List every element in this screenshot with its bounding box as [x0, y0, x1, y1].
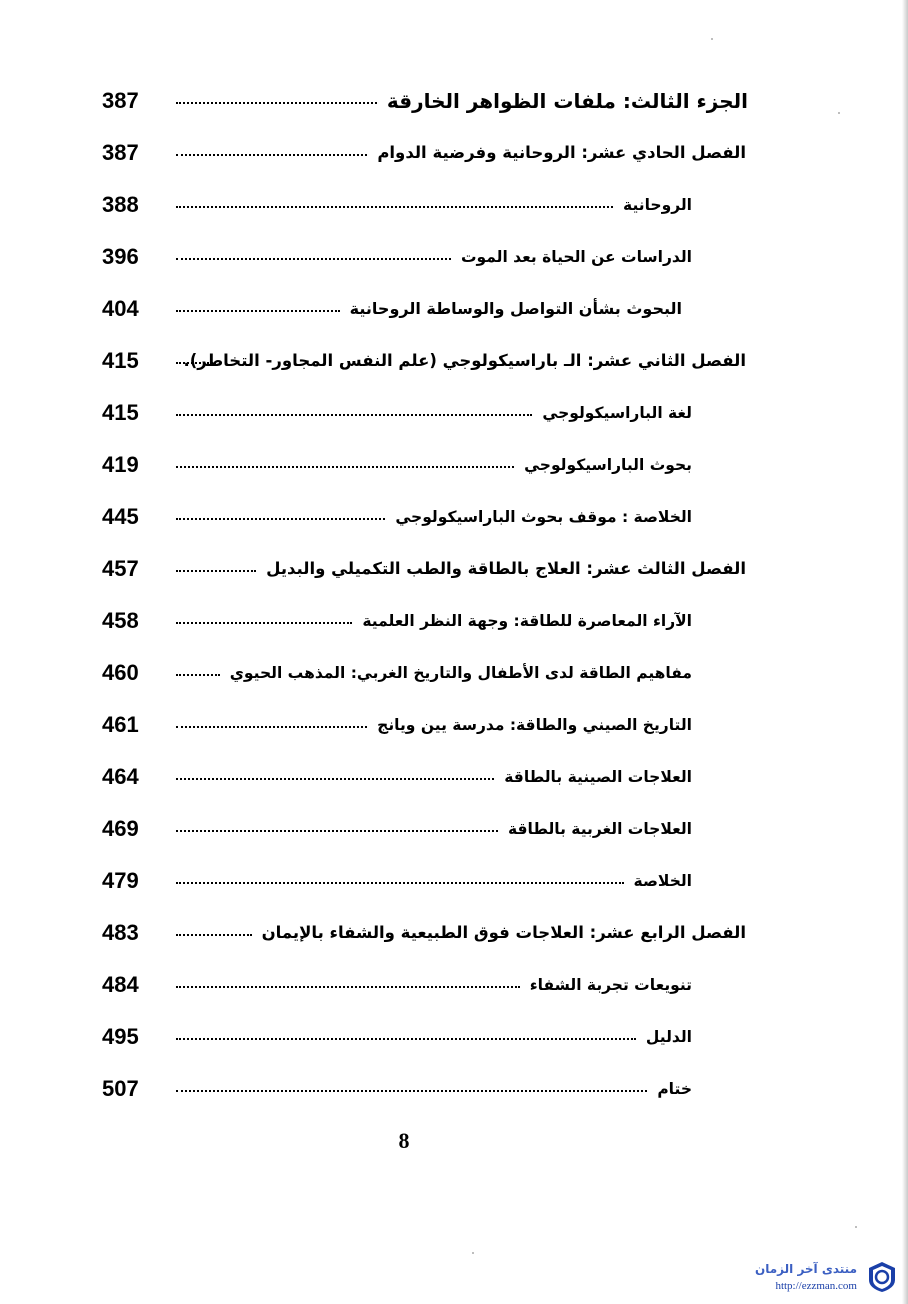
toc-dot-leader: [176, 1038, 636, 1040]
toc-title: الخلاصة : موقف بحوث الباراسيكولوجي: [395, 508, 692, 526]
toc-page-number: 483: [102, 920, 139, 945]
toc-title: الفصل الثالث عشر: العلاج بالطاقة والطب التكميلي والبديل: [266, 559, 746, 578]
toc-dot-leader: [176, 310, 340, 312]
toc-title: الروحانية: [623, 196, 692, 214]
toc-page-number: 460: [102, 660, 139, 685]
toc-entry: [90, 554, 750, 588]
toc-page-number: 415: [102, 400, 139, 425]
toc-entry: [90, 606, 750, 640]
toc-page-number: 388: [102, 192, 139, 217]
toc-title: الفصل الثاني عشر: الـ باراسيكولوجي (علم النفس المجاور- التخاطر).: [183, 351, 746, 370]
toc-title: الجزء الثالث: ملفات الظواهر الخارقة: [386, 89, 748, 113]
toc-title: تنويعات تجربة الشفاء: [529, 976, 692, 994]
toc-dot-leader: [176, 466, 514, 468]
toc-page-number: 484: [102, 972, 139, 997]
scan-speck: [472, 1252, 474, 1254]
toc-title: الدراسات عن الحياة بعد الموت: [460, 248, 692, 266]
toc-page-number: 464: [102, 764, 139, 789]
toc-title: لغة الباراسيكولوجي: [542, 404, 692, 422]
toc-dot-leader: [176, 414, 532, 416]
toc-page-number: 387: [102, 140, 139, 165]
toc-title: البحوث بشأن التواصل والوساطة الروحانية: [349, 299, 682, 318]
toc-page-number: 415: [102, 348, 139, 373]
toc-dot-leader: [176, 934, 252, 936]
shield-logo-icon: [865, 1260, 899, 1294]
toc-dot-leader: [176, 830, 498, 832]
toc-dot-leader: [176, 258, 451, 260]
toc-entry: [90, 658, 750, 692]
toc-entry: [90, 762, 750, 796]
toc-entry: [90, 398, 750, 432]
toc-dot-leader: [176, 882, 624, 884]
toc-title: الخلاصة: [633, 872, 692, 890]
toc-entry: [90, 970, 750, 1004]
toc-dot-leader: [176, 206, 613, 208]
toc-dot-leader: [176, 726, 367, 728]
toc-entry: [90, 346, 750, 380]
toc-dot-leader: [176, 154, 367, 156]
toc-title: العلاجات الغربية بالطاقة: [507, 820, 692, 838]
toc-title: ختام: [657, 1080, 692, 1098]
toc-title: بحوث الباراسيكولوجي: [524, 456, 692, 474]
toc-dot-leader: [176, 674, 220, 676]
toc-entry: [90, 294, 750, 328]
toc-entry: [90, 242, 750, 276]
toc-title: الفصل الحادي عشر: الروحانية وفرضية الدوام: [377, 143, 746, 162]
toc-title: مفاهيم الطاقة لدى الأطفال والتاريخ الغربي: المذهب الحيوي: [229, 664, 692, 682]
toc-entry: [90, 1074, 750, 1108]
toc-entry: [90, 450, 750, 484]
toc-dot-leader: [176, 1090, 647, 1092]
toc-entry: [90, 1022, 750, 1056]
scan-speck: [855, 1226, 857, 1228]
toc-title: الفصل الرابع عشر: العلاجات فوق الطبيعية والشفاء بالإيمان: [261, 923, 746, 942]
toc-entry: [90, 190, 750, 224]
toc-dot-leader: [176, 102, 377, 104]
watermark-title: منتدى آخر الزمان: [755, 1262, 857, 1276]
toc-entry: [90, 502, 750, 536]
toc-page-number: 507: [102, 1076, 139, 1101]
toc-page-number: 469: [102, 816, 139, 841]
toc-entry: [90, 918, 750, 952]
scan-speck: [711, 38, 713, 40]
page-number: 8: [398, 1128, 410, 1153]
toc-entry: [90, 814, 750, 848]
site-watermark: [715, 1260, 905, 1300]
toc-page-number: 461: [102, 712, 139, 737]
toc-page-number: 396: [102, 244, 139, 269]
toc-page-number: 479: [102, 868, 139, 893]
toc-entry: [90, 710, 750, 744]
toc-title: الآراء المعاصرة للطاقة: وجهة النظر العلمية: [362, 612, 692, 630]
page-edge-shadow: [902, 0, 908, 1304]
toc-page-number: 457: [102, 556, 139, 581]
toc-dot-leader: [176, 570, 256, 572]
toc-dot-leader: [176, 986, 520, 988]
toc-page-number: 387: [102, 88, 139, 113]
watermark-url: http://ezzman.com: [775, 1280, 857, 1292]
toc-dot-leader: [176, 778, 494, 780]
scan-speck: [838, 112, 840, 114]
toc-page-number: 495: [102, 1024, 139, 1049]
toc-entry: [90, 866, 750, 900]
toc-entry: [90, 138, 750, 172]
toc-page-number: 404: [102, 296, 139, 321]
toc-page-number: 445: [102, 504, 139, 529]
toc-title: الدليل: [645, 1028, 692, 1046]
toc-dot-leader: [176, 622, 352, 624]
toc-page-number: 458: [102, 608, 139, 633]
toc-dot-leader: [176, 518, 385, 520]
toc-title: التاريخ الصيني والطاقة: مدرسة يين ويانج: [377, 716, 692, 734]
toc-page-number: 419: [102, 452, 139, 477]
toc-entry: [90, 86, 750, 120]
toc-title: العلاجات الصينية بالطاقة: [504, 768, 692, 786]
